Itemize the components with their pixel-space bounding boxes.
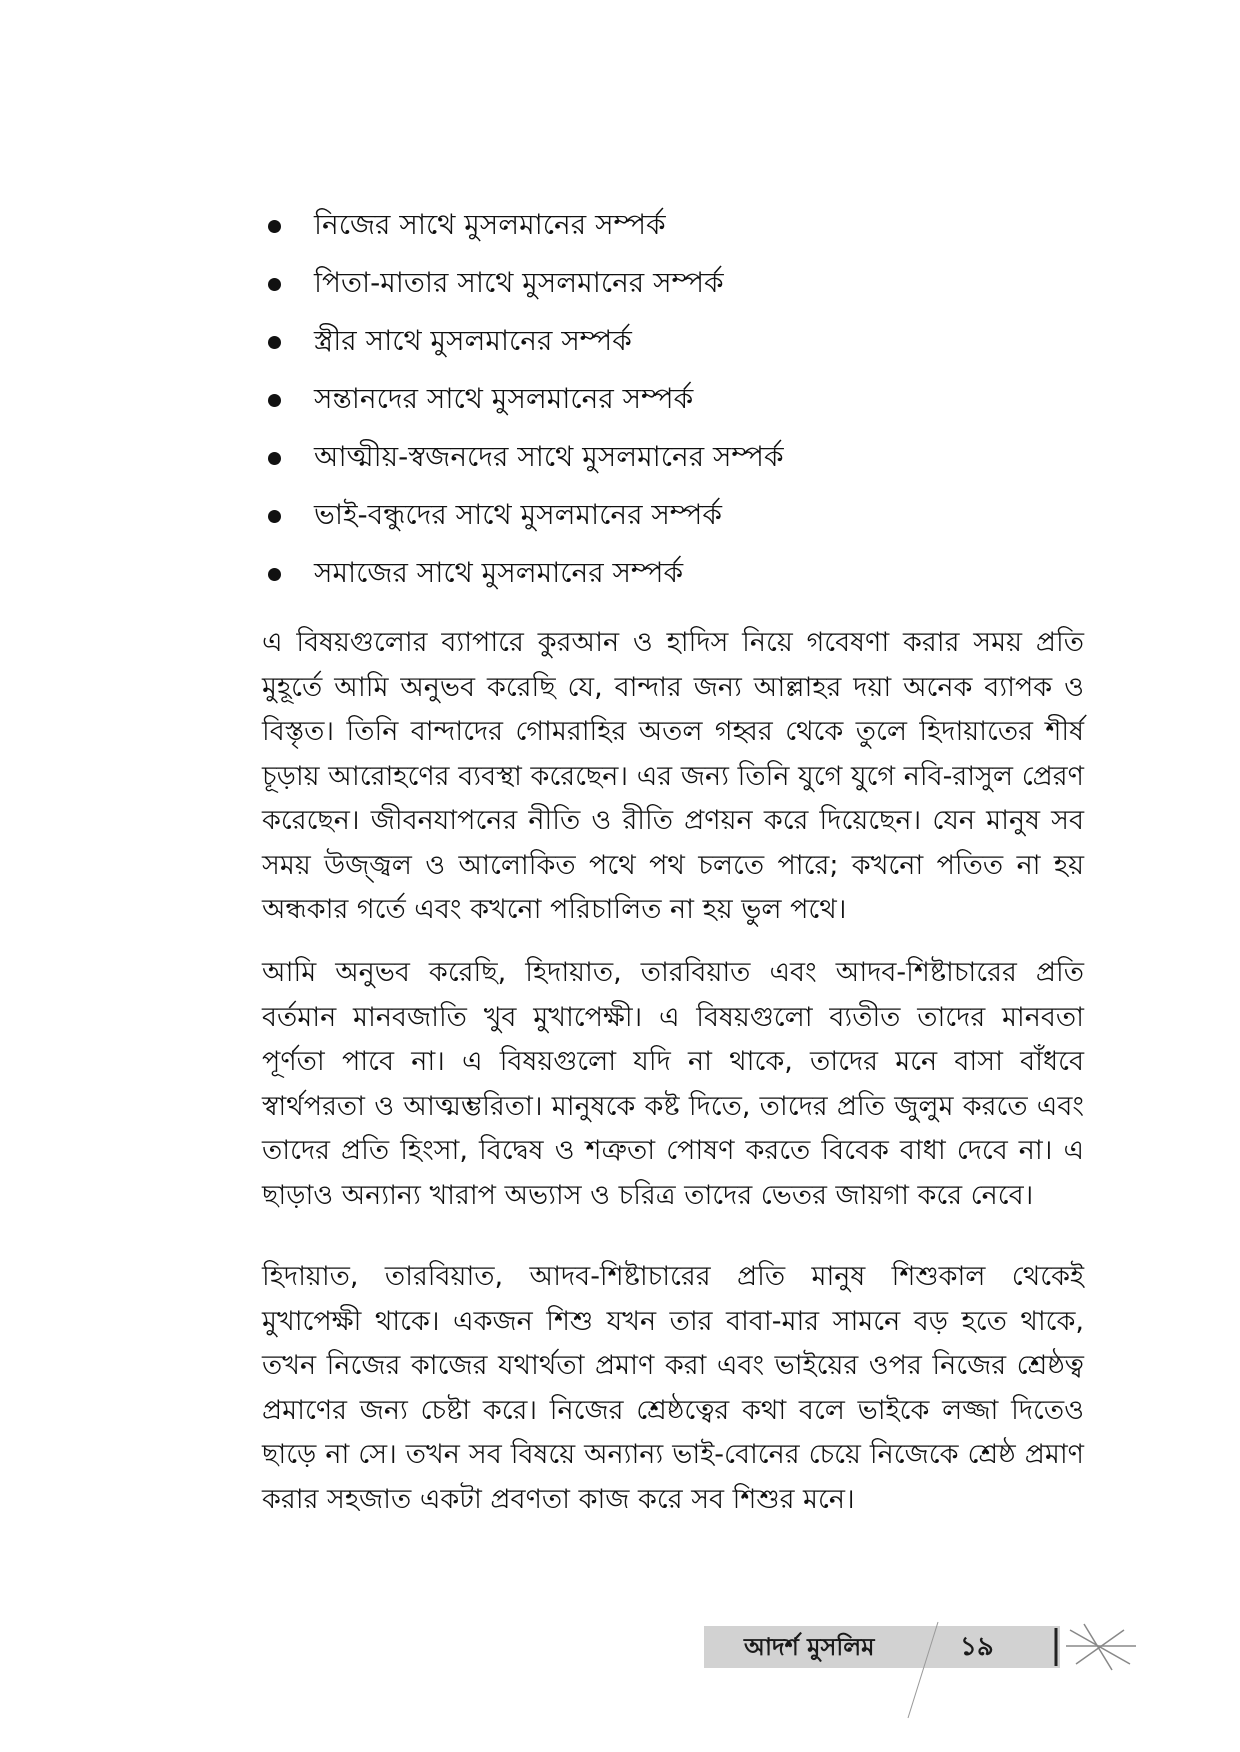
bullet-dot-icon — [268, 452, 281, 465]
list-item — [262, 486, 1122, 544]
list-item-text: সন্তানদের সাথে মুসলমানের সম্পর্ক — [314, 382, 694, 415]
footer-decoration-icon — [880, 1600, 1140, 1720]
list-item — [262, 544, 1122, 602]
bullet-dot-icon — [268, 510, 281, 523]
bullet-dot-icon — [268, 278, 281, 291]
list-item — [262, 312, 1122, 370]
list-item-text: আত্মীয়-স্বজনদের সাথে মুসলমানের সম্পর্ক — [314, 440, 784, 473]
list-item — [262, 370, 1122, 428]
list-item — [262, 254, 1122, 312]
list-item-text: স্ত্রীর সাথে মুসলমানের সম্পর্ক — [314, 324, 632, 357]
body-paragraph-3: হিদায়াত, তারবিয়াত, আদব-শিষ্টাচারের প্রতি মানুষ শিশুকাল থেকেই মুখাপেক্ষী থাকে। একজন শিশু যখন তার বাবা-মার সামনে বড় হতে থাকে, তখন নিজের কাজের যথার্থতা প্রমাণ করা এবং ভাইয়ের ওপর নিজের শ্রেষ্ঠত্ব প্রমাণের জন্য চেষ্টা করে। নিজের শ্রেষ্ঠত্বের কথা বলে ভাইকে লজ্জা দিতেও ছাড়ে না সে। তখন সব বিষয়ে অন্যান্য ভাই-বোনের চেয়ে নিজেকে শ্রেষ্ঠ প্রমাণ করার সহজাত একটা প্রবণতা কাজ করে সব শিশুর মনে। — [262, 1261, 1084, 1515]
list-item-text: ভাই-বন্ধুদের সাথে মুসলমানের সম্পর্ক — [314, 498, 722, 531]
list-item-text: সমাজের সাথে মুসলমানের সম্পর্ক — [314, 556, 684, 589]
bullet-dot-icon — [268, 220, 281, 233]
page-number: ১৯ — [960, 1632, 994, 1662]
bullet-dot-icon — [268, 336, 281, 349]
bullet-dot-icon — [268, 394, 281, 407]
list-item — [262, 196, 1122, 254]
body-paragraph-1: এ বিষয়গুলোর ব্যাপারে কুরআন ও হাদিস নিয়ে গবেষণা করার সময় প্রতি মুহূর্তে আমি অনুভব করেছি যে, বান্দার জন্য আল্লাহর দয়া অনেক ব্যাপক ও বিস্তৃত। তিনি বান্দাদের গোমরাহির অতল গহ্বর থেকে তুলে হিদায়াতের শীর্ষ চূড়ায় আরোহণের ব্যবস্থা করেছেন। এর জন্য তিনি যুগে যুগে নবি-রাসুল প্রেরণ করেছেন। জীবনযাপনের নীতি ও রীতি প্রণয়ন করে দিয়েছেন। যেন মানুষ সব সময় উজ্জ্বল ও আলোকিত পথে পথ চলতে পারে; কখনো পতিত না হয় অন্ধকার গর্তে এবং কখনো পরিচালিত না হয় ভুল পথে। — [262, 627, 1084, 925]
list-item-text: নিজের সাথে মুসলমানের সম্পর্ক — [314, 208, 666, 241]
bullet-list — [262, 196, 1122, 602]
list-item-text: পিতা-মাতার সাথে মুসলমানের সম্পর্ক — [314, 266, 724, 299]
body-paragraph-2: আমি অনুভব করেছি, হিদায়াত, তারবিয়াত এবং আদব-শিষ্টাচারের প্রতি বর্তমান মানবজাতি খুব মুখাপেক্ষী। এ বিষয়গুলো ব্যতীত তাদের মানবতা পূর্ণতা পাবে না। এ বিষয়গুলো যদি না থাকে, তাদের মনে বাসা বাঁধবে স্বার্থপরতা ও আত্মম্ভরিতা। মানুষকে কষ্ট দিতে, তাদের প্রতি জুলুম করতে এবং তাদের প্রতি হিংসা, বিদ্বেষ ও শত্রুতা পোষণ করতে বিবেক বাধা দেবে না। এ ছাড়াও অন্যান্য খারাপ অভ্যাস ও চরিত্র তাদের ভেতর জায়গা করে নেবে। — [262, 957, 1084, 1211]
bullet-dot-icon — [268, 568, 281, 581]
footer-book-title: আদর্শ মুসলিম — [744, 1633, 875, 1661]
list-item — [262, 428, 1122, 486]
